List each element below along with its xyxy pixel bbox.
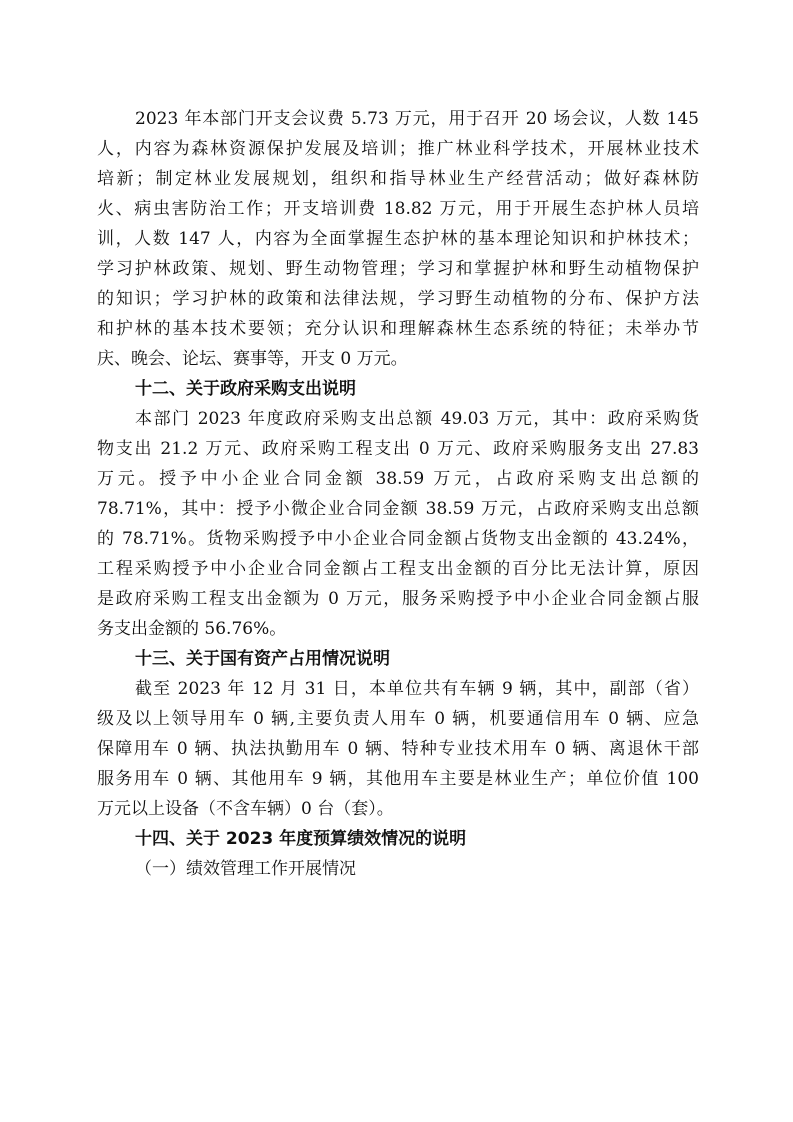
section-heading: 十二、关于政府采购支出说明 (135, 379, 356, 399)
paragraph-line: 训，人数 147 人，内容为全面掌握生态护林的基本理论知识和护林技术； (97, 229, 699, 249)
paragraph-line: 学习护林政策、规划、野生动物管理；学习和掌握护林和野生动植物保护 (97, 259, 699, 279)
paragraph-line: 2023 年本部门开支会议费 5.73 万元，用于召开 20 场会议，人数 145 (135, 109, 699, 129)
paragraph-line: 务支出金额的 56.76%。 (97, 619, 287, 639)
paragraph-line: 的知识；学习护林的政策和法律法规，学习野生动植物的分布、保护方法 (97, 289, 699, 309)
paragraph-line: 本部门 2023 年度政府采购支出总额 49.03 万元，其中：政府采购货 (135, 409, 699, 429)
paragraph-line: 物支出 21.2 万元、政府采购工程支出 0 万元、政府采购服务支出 27.83 (97, 439, 699, 459)
paragraph-line: 培新；制定林业发展规划，组织和指导林业生产经营活动；做好森林防 (97, 169, 699, 189)
paragraph-line: 78.71%，其中：授予小微企业合同金额 38.59 万元，占政府采购支出总额 (97, 499, 699, 519)
paragraph-line: 工程采购授予中小企业合同金额占工程支出金额的百分比无法计算，原因 (97, 559, 699, 579)
paragraph-line: 庆、晚会、论坛、赛事等，开支 0 万元。 (97, 349, 408, 369)
paragraph-line: 级及以上领导用车 0 辆,主要负责人用车 0 辆，机要通信用车 0 辆、应急 (97, 709, 699, 729)
paragraph-line: 服务用车 0 辆、其他用车 9 辆，其他用车主要是林业生产；单位价值 100 (97, 769, 699, 789)
paragraph-line: 火、病虫害防治工作；开支培训费 18.82 万元，用于开展生态护林人员培 (97, 199, 699, 219)
paragraph-line: 万元以上设备（不含车辆）0 台（套）。 (97, 799, 394, 819)
section-heading: 十三、关于国有资产占用情况说明 (135, 649, 390, 669)
paragraph-line: 截至 2023 年 12 月 31 日，本单位共有车辆 9 辆，其中，副部（省） (135, 679, 699, 699)
section-heading: 十四、关于 2023 年度预算绩效情况的说明 (135, 829, 467, 849)
paragraph-line: 人，内容为森林资源保护发展及培训；推广林业科学技术，开展林业技术 (97, 139, 699, 159)
paragraph-line: 是政府采购工程支出金额为 0 万元，服务采购授予中小企业合同金额占服 (97, 589, 699, 609)
subsection-heading: （一）绩效管理工作开展情况 (135, 859, 356, 879)
paragraph-line: 的 78.71%。货物采购授予中小企业合同金额占货物支出金额的 43.24%， (97, 529, 699, 549)
paragraph-line: 万元。授予中小企业合同金额 38.59 万元，占政府采购支出总额的 (97, 469, 699, 489)
paragraph-line: 保障用车 0 辆、执法执勤用车 0 辆、特种专业技术用车 0 辆、离退休干部 (97, 739, 699, 759)
paragraph-line: 和护林的基本技术要领；充分认识和理解森林生态系统的特征；未举办节 (97, 319, 699, 339)
